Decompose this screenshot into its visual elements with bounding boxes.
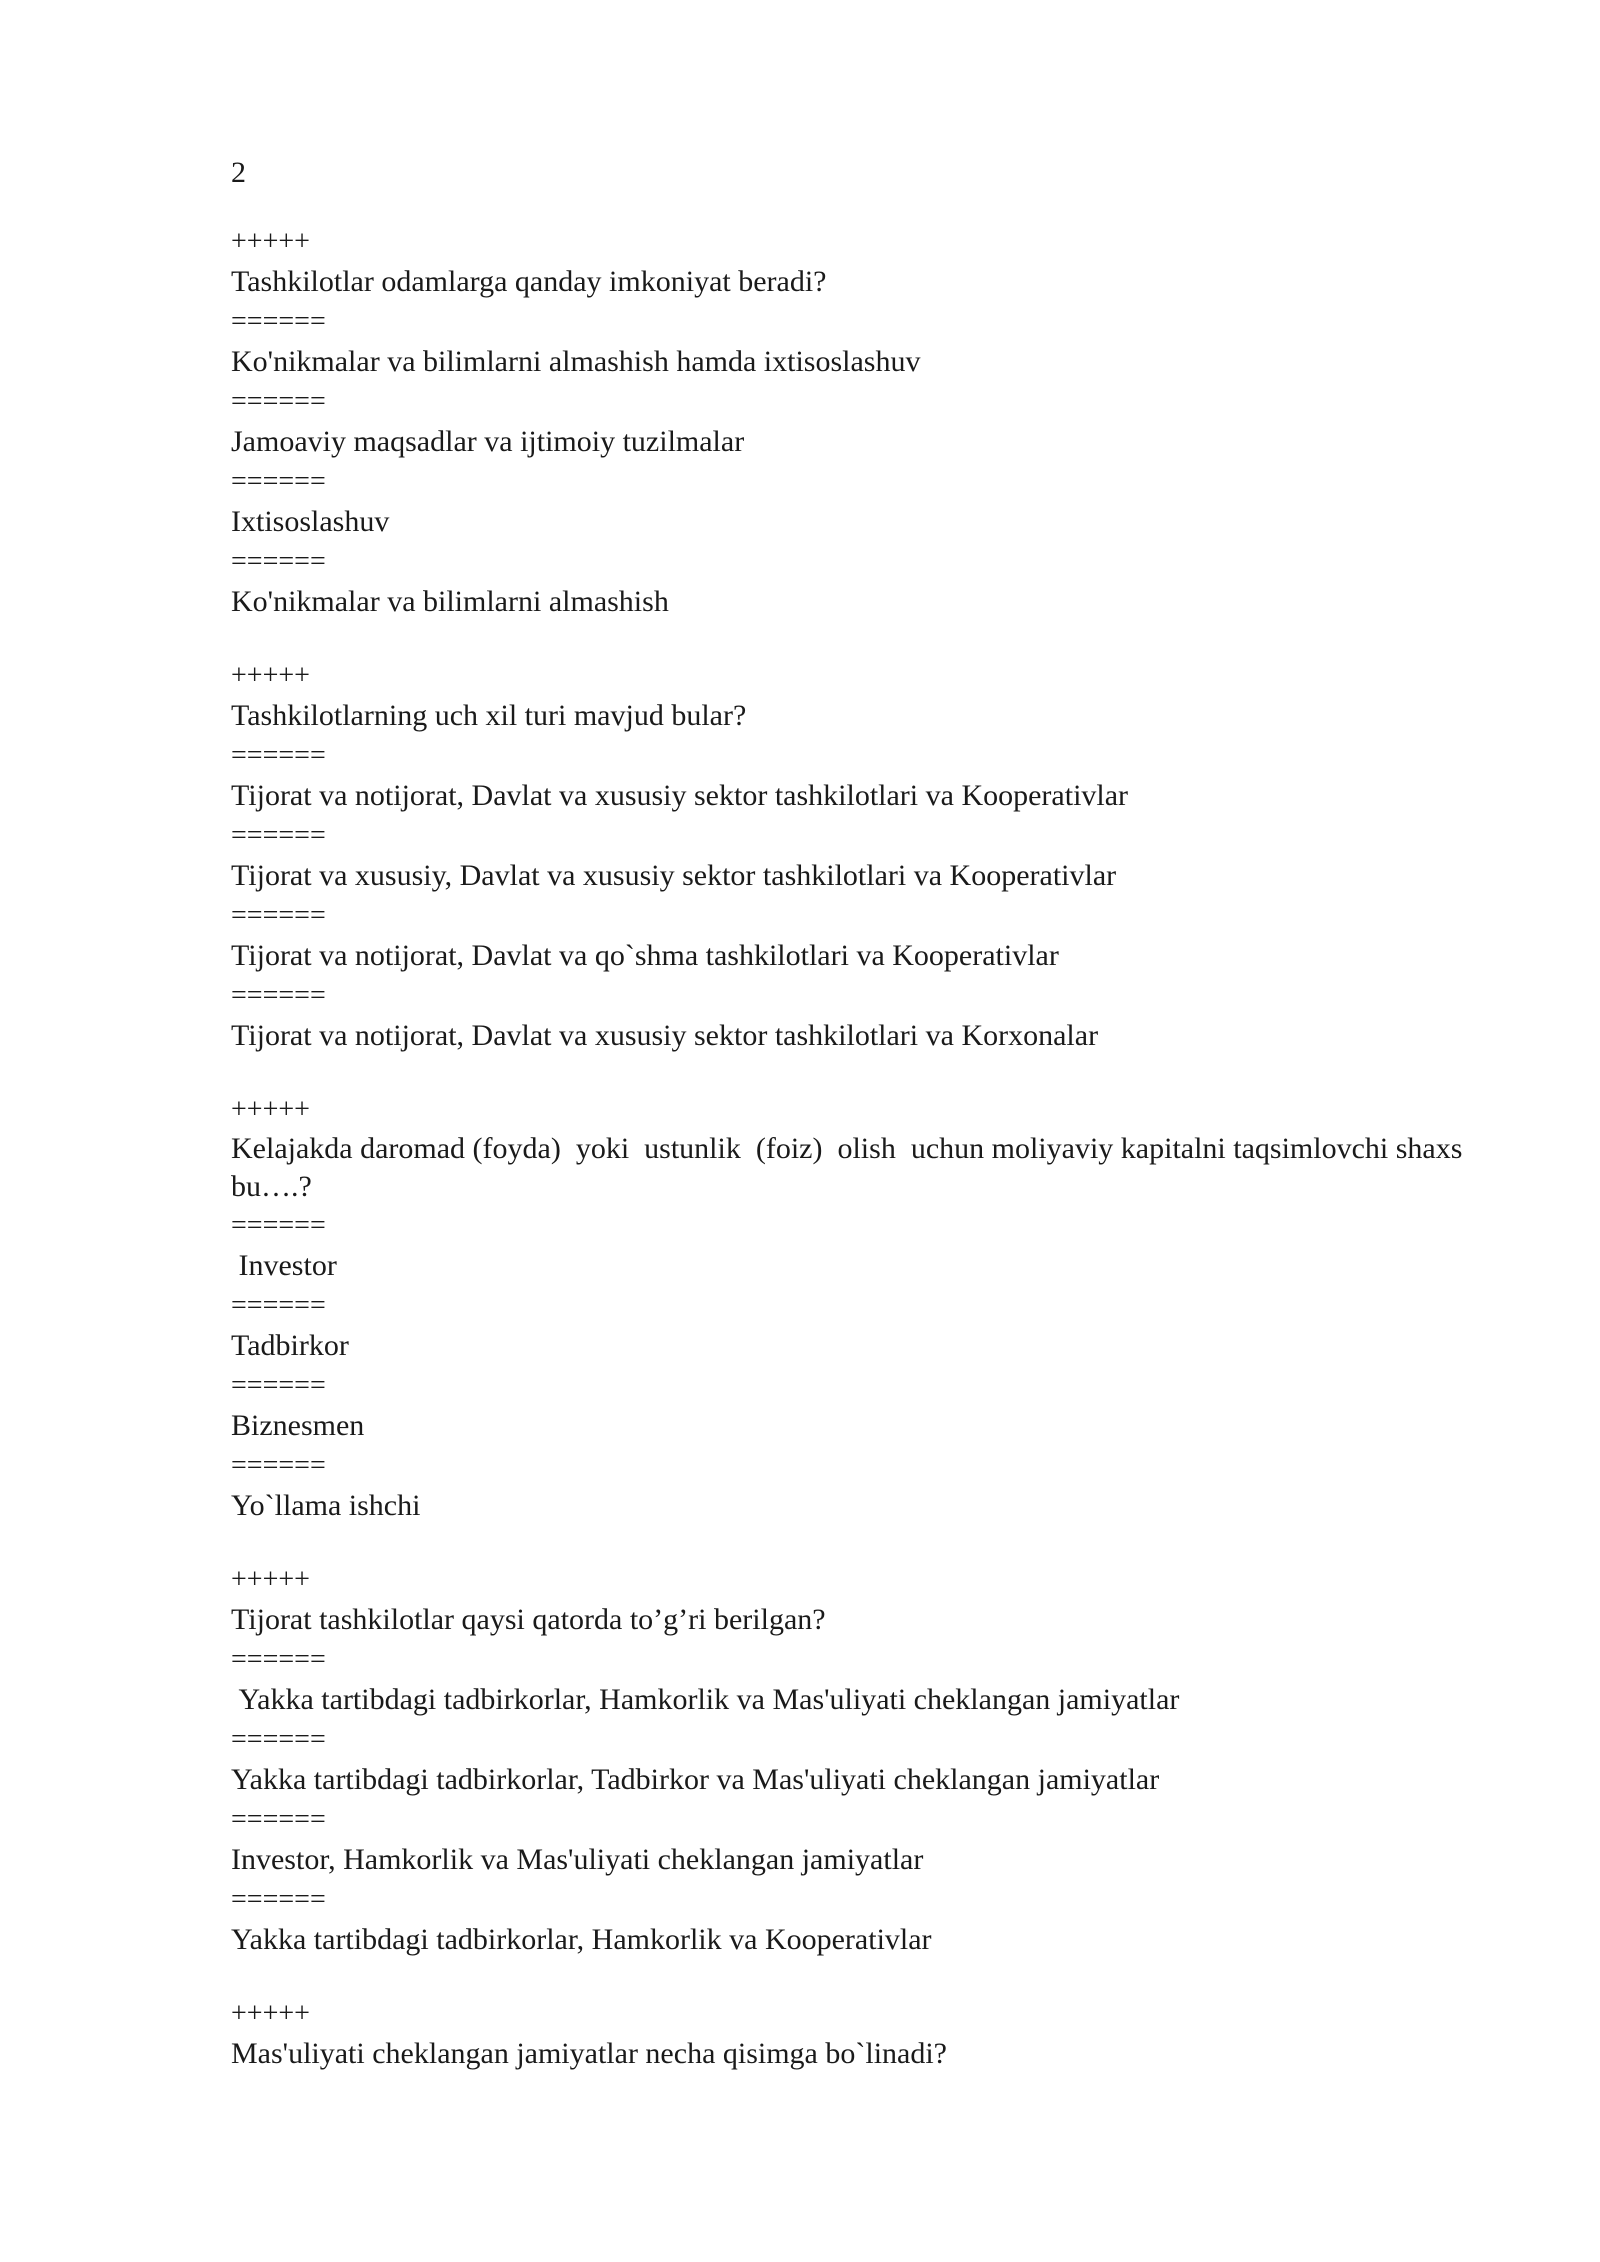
question-block: [231, 1994, 1531, 2074]
answer-option: Ixtisoslashuv: [231, 505, 390, 538]
answer-marker: ======: [231, 1450, 326, 1481]
answer-option: Ko'nikmalar va bilimlarni almashish: [231, 585, 669, 618]
question-block: [231, 222, 1531, 622]
answer-option: Yo`llama ishchi: [231, 1489, 421, 1522]
answer-option: Investor, Hamkorlik va Mas'uliyati cheklangan jamiyatlar: [231, 1843, 924, 1876]
answer-option: Tijorat va notijorat, Davlat va xususiy sektor tashkilotlari va Korxonalar: [231, 1019, 1099, 1052]
question-marker: +++++: [231, 1094, 310, 1125]
answer-option: Yakka tartibdagi tadbirkorlar, Hamkorlik va Mas'uliyati cheklangan jamiyatlar: [231, 1683, 1180, 1716]
answer-marker: ======: [231, 386, 326, 417]
answer-option: Tadbirkor: [231, 1329, 349, 1362]
answer-option: Jamoaviy maqsadlar va ijtimoiy tuzilmalar: [231, 425, 745, 458]
question-marker: +++++: [231, 1564, 310, 1595]
answer-marker: ======: [231, 1290, 326, 1321]
question-marker: +++++: [231, 660, 310, 691]
answer-marker: ======: [231, 1724, 326, 1755]
answer-option: Yakka tartibdagi tadbirkorlar, Tadbirkor va Mas'uliyati cheklangan jamiyatlar: [231, 1763, 1160, 1796]
question-marker: +++++: [231, 1998, 310, 2029]
question-text: Tashkilotlarning uch xil turi mavjud bular?: [231, 699, 747, 732]
answer-marker: ======: [231, 306, 326, 337]
question-block: [231, 656, 1531, 1056]
answer-marker: ======: [231, 466, 326, 497]
question-text: Mas'uliyati cheklangan jamiyatlar necha qisimga bo`linadi?: [231, 2037, 948, 2070]
question-text: Tijorat tashkilotlar qaysi qatorda to’g’ri berilgan?: [231, 1603, 826, 1636]
answer-marker: ======: [231, 546, 326, 577]
answer-marker: ======: [231, 900, 326, 931]
question-text: Tashkilotlar odamlarga qanday imkoniyat beradi?: [231, 265, 827, 298]
question-block: [231, 1090, 1531, 1526]
answer-marker: ======: [231, 1644, 326, 1675]
answer-marker: ======: [231, 1210, 326, 1241]
question-marker: +++++: [231, 226, 310, 257]
answer-marker: ======: [231, 820, 326, 851]
page-number: 2: [231, 156, 246, 189]
answer-marker: ======: [231, 980, 326, 1011]
answer-marker: ======: [231, 1884, 326, 1915]
question-block: [231, 1560, 1531, 1960]
answer-option: Ko'nikmalar va bilimlarni almashish hamda ixtisoslashuv: [231, 345, 921, 378]
answer-option: Biznesmen: [231, 1409, 365, 1442]
answer-option: Tijorat va notijorat, Davlat va qo`shma tashkilotlari va Kooperativlar: [231, 939, 1059, 972]
answer-option: Tijorat va xususiy, Davlat va xususiy sektor tashkilotlari va Kooperativlar: [231, 859, 1117, 892]
answer-marker: ======: [231, 740, 326, 771]
answer-option: Yakka tartibdagi tadbirkorlar, Hamkorlik va Kooperativlar: [231, 1923, 932, 1956]
answer-option: Investor: [231, 1249, 337, 1282]
question-text: Kelajakda daromad (foyda) yoki ustunlik (foiz) olish uchun moliyaviy kapitalni taqsimlovchi shaxs bu….?: [231, 1132, 1470, 1203]
answer-marker: ======: [231, 1370, 326, 1401]
document-page: [231, 150, 1531, 2108]
answer-marker: ======: [231, 1804, 326, 1835]
answer-option: Tijorat va notijorat, Davlat va xususiy sektor tashkilotlari va Kooperativlar: [231, 779, 1129, 812]
